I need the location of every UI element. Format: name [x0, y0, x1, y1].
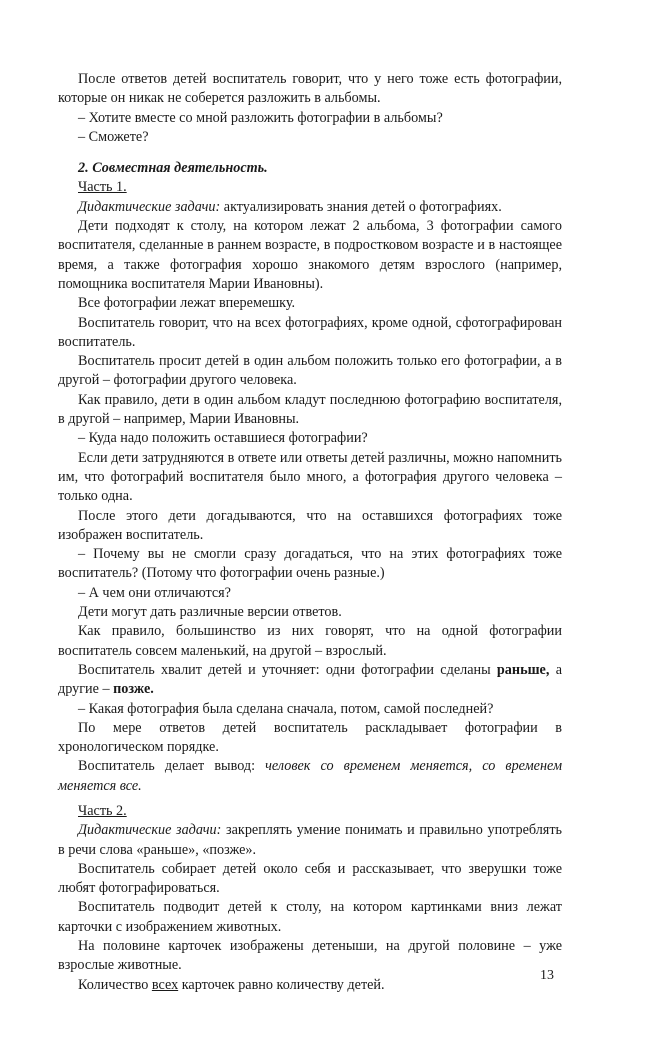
- bold-word: раньше,: [496, 661, 550, 678]
- paragraph: – Хотите вместе со мной разложить фотографии в альбомы?: [78, 109, 443, 126]
- paragraph: [58, 976, 562, 995]
- paragraph: Воспитатель говорит, что на всех фотографиях, кроме одной, сфотографирован воспитатель.: [58, 314, 562, 350]
- text-run: а другие –: [58, 661, 562, 698]
- tasks-text: закреплять умение понимать и правильно употреблять в речи слова «раньше», «позже».: [58, 822, 563, 858]
- page-body: [58, 70, 562, 995]
- part-heading: [58, 178, 562, 197]
- paragraph: [58, 661, 562, 700]
- text-run: карточек равно количеству детей.: [178, 976, 385, 993]
- paragraph: – Куда надо положить оставшиеся фотографии?: [78, 430, 368, 447]
- paragraph: Все фотографии лежат вперемешку.: [78, 295, 296, 312]
- bold-word: позже.: [113, 681, 154, 698]
- underlined-word: всех: [151, 976, 179, 993]
- paragraph: Воспитатель подводит детей к столу, на котором картинками вниз лежат карточки с изображением животных.: [58, 899, 562, 935]
- paragraph: Дети подходят к столу, на котором лежат 2 альбома, 3 фотографии самого воспитателя, сделанные в раннем возрасте, в подростковом возрасте и в настоящее время, а также фотография хорошо знакомого детям взрослого (например, помощника воспитателя Марии Ивановны).: [58, 218, 562, 292]
- paragraph: – Почему вы не смогли сразу догадаться, что на этих фотографиях тоже воспитатель? (Потому что фотографии очень разные.): [58, 546, 562, 582]
- paragraph: Как правило, большинство из них говорят, что на одной фотографии воспитатель совсем маленький, на другой – взрослый.: [58, 623, 562, 659]
- section-heading-text: 2. Совместная деятельность.: [78, 160, 268, 177]
- paragraph: Как правило, дети в один альбом кладут последнюю фотографию воспитателя, в другой – например, Марии Ивановны.: [58, 391, 562, 428]
- part-heading: [58, 802, 562, 821]
- paragraph: [58, 198, 562, 217]
- section-heading: [58, 159, 562, 178]
- tasks-text: актуализировать знания детей о фотографиях.: [220, 198, 502, 215]
- text-run: Количество: [78, 976, 152, 993]
- paragraph: Дети могут дать различные версии ответов.: [78, 604, 342, 621]
- text-run: Воспитатель делает вывод:: [78, 758, 266, 775]
- paragraph: Воспитатель просит детей в один альбом положить только его фотографии, а в другой – фотографии другого человека.: [58, 353, 562, 389]
- paragraph: После ответов детей воспитатель говорит, что у него тоже есть фотографии, которые он никак не соберется разложить в альбомы.: [58, 71, 562, 107]
- paragraph: – Какая фотография была сделана сначала, потом, самой последней?: [78, 700, 494, 717]
- paragraph: – А чем они отличаются?: [78, 584, 231, 601]
- paragraph: По мере ответов детей воспитатель раскладывает фотографии в хронологическом порядке.: [58, 719, 562, 756]
- tasks-label: Дидактические задачи:: [78, 822, 222, 839]
- paragraph: [58, 821, 562, 860]
- part-title: Часть 2.: [78, 802, 127, 819]
- paragraph: После этого дети догадываются, что на оставшихся фотографиях тоже изображен воспитатель.: [58, 507, 562, 543]
- tasks-label: Дидактические задачи:: [78, 198, 221, 215]
- text-run: Воспитатель хвалит детей и уточняет: одни фотографии сделаны: [78, 661, 497, 678]
- paragraph: – Сможете?: [78, 128, 149, 145]
- conclusion-text: человек со временем меняется, со временем меняется все.: [58, 758, 562, 794]
- page-number: 13: [540, 968, 554, 983]
- paragraph: На половине карточек изображены детеныши, на другой половине – уже взрослые животные.: [58, 938, 562, 974]
- paragraph: [58, 757, 562, 796]
- part-title: Часть 1.: [78, 179, 127, 196]
- paragraph: Воспитатель собирает детей около себя и рассказывает, что зверушки тоже любят фотографироваться.: [58, 860, 562, 897]
- paragraph: Если дети затрудняются в ответе или ответы детей различны, можно напомнить им, что фотографий воспитателя было много, а фотография другого человека – только одна.: [58, 449, 562, 505]
